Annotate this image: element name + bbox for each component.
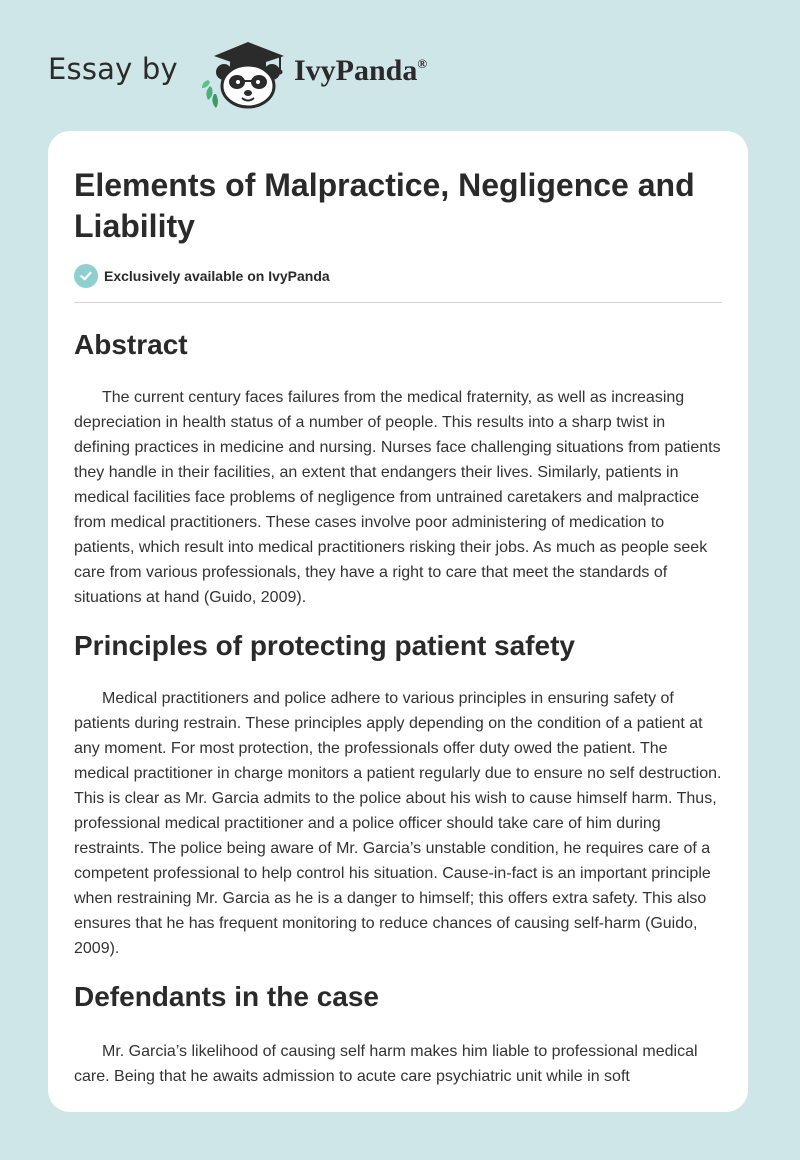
section-paragraph-abstract: The current century faces failures from the medical fraternity, as well as increasing depreciation in health status of a number of people. This results into a sharp twist in defining practices in medicine and nursing. Nurses face challenging situations from patients they handle in their facilities, an extent that endangers their lives. Similarly, patients in medical facilities face problems of negligence from untrained caretakers and malpractice from medical practitioners. These cases involve poor administering of medication to patients, which result into medical practitioners risking their jobs. As much as people seek care from various professionals, they have a right to care that meet the standards of situations at hand (Guido, 2009). bbox=[74, 389, 721, 606]
section-heading-defendants: Defendants in the case bbox=[74, 981, 379, 1012]
title-divider bbox=[74, 302, 722, 303]
article-card bbox=[48, 131, 748, 1112]
brand-name: IvyPanda® bbox=[294, 54, 428, 87]
section-paragraph-principles: Medical practitioners and police adhere to various principles in ensuring safety of patients during restrain. These principles apply depending on the condition of a patient at any moment. For most protection, the professionals offer duty owed the patient. The medical practitioner in charge monitors a patient regularly due to ensure no self destruction. This is clear as Mr. Garcia admits to the police about his wish to cause himself harm. Thus, professional medical practitioner and a police officer should take care of him during restraints. The police being aware of Mr. Garcia’s unstable condition, he requires care of a competent professional to help control his situation. Cause-in-fact is an important principle when restraining Mr. Garcia as he is a danger to himself; this offers extra safety. This also ensures that he has frequent monitoring to reduce chances of causing self-harm (Guido, 2009). bbox=[74, 690, 722, 957]
exclusive-badge bbox=[74, 264, 330, 288]
brand-header[interactable] bbox=[48, 36, 508, 108]
article-title: Elements of Malpractice, Negligence and Liability bbox=[74, 167, 695, 244]
section-heading-abstract: Abstract bbox=[74, 329, 188, 360]
section-paragraph-defendants: Mr. Garcia’s likelihood of causing self harm makes him liable to professional medical care. Being that he awaits admission to acute care psychiatric unit while in soft bbox=[74, 1043, 698, 1085]
brand-prefix: Essay by bbox=[48, 52, 178, 86]
exclusive-badge-label: Exclusively available on IvyPanda bbox=[104, 268, 330, 284]
check-circle-icon bbox=[74, 264, 98, 288]
section-heading-principles: Principles of protecting patient safety bbox=[74, 630, 575, 661]
panda-graduate-icon bbox=[200, 36, 290, 110]
